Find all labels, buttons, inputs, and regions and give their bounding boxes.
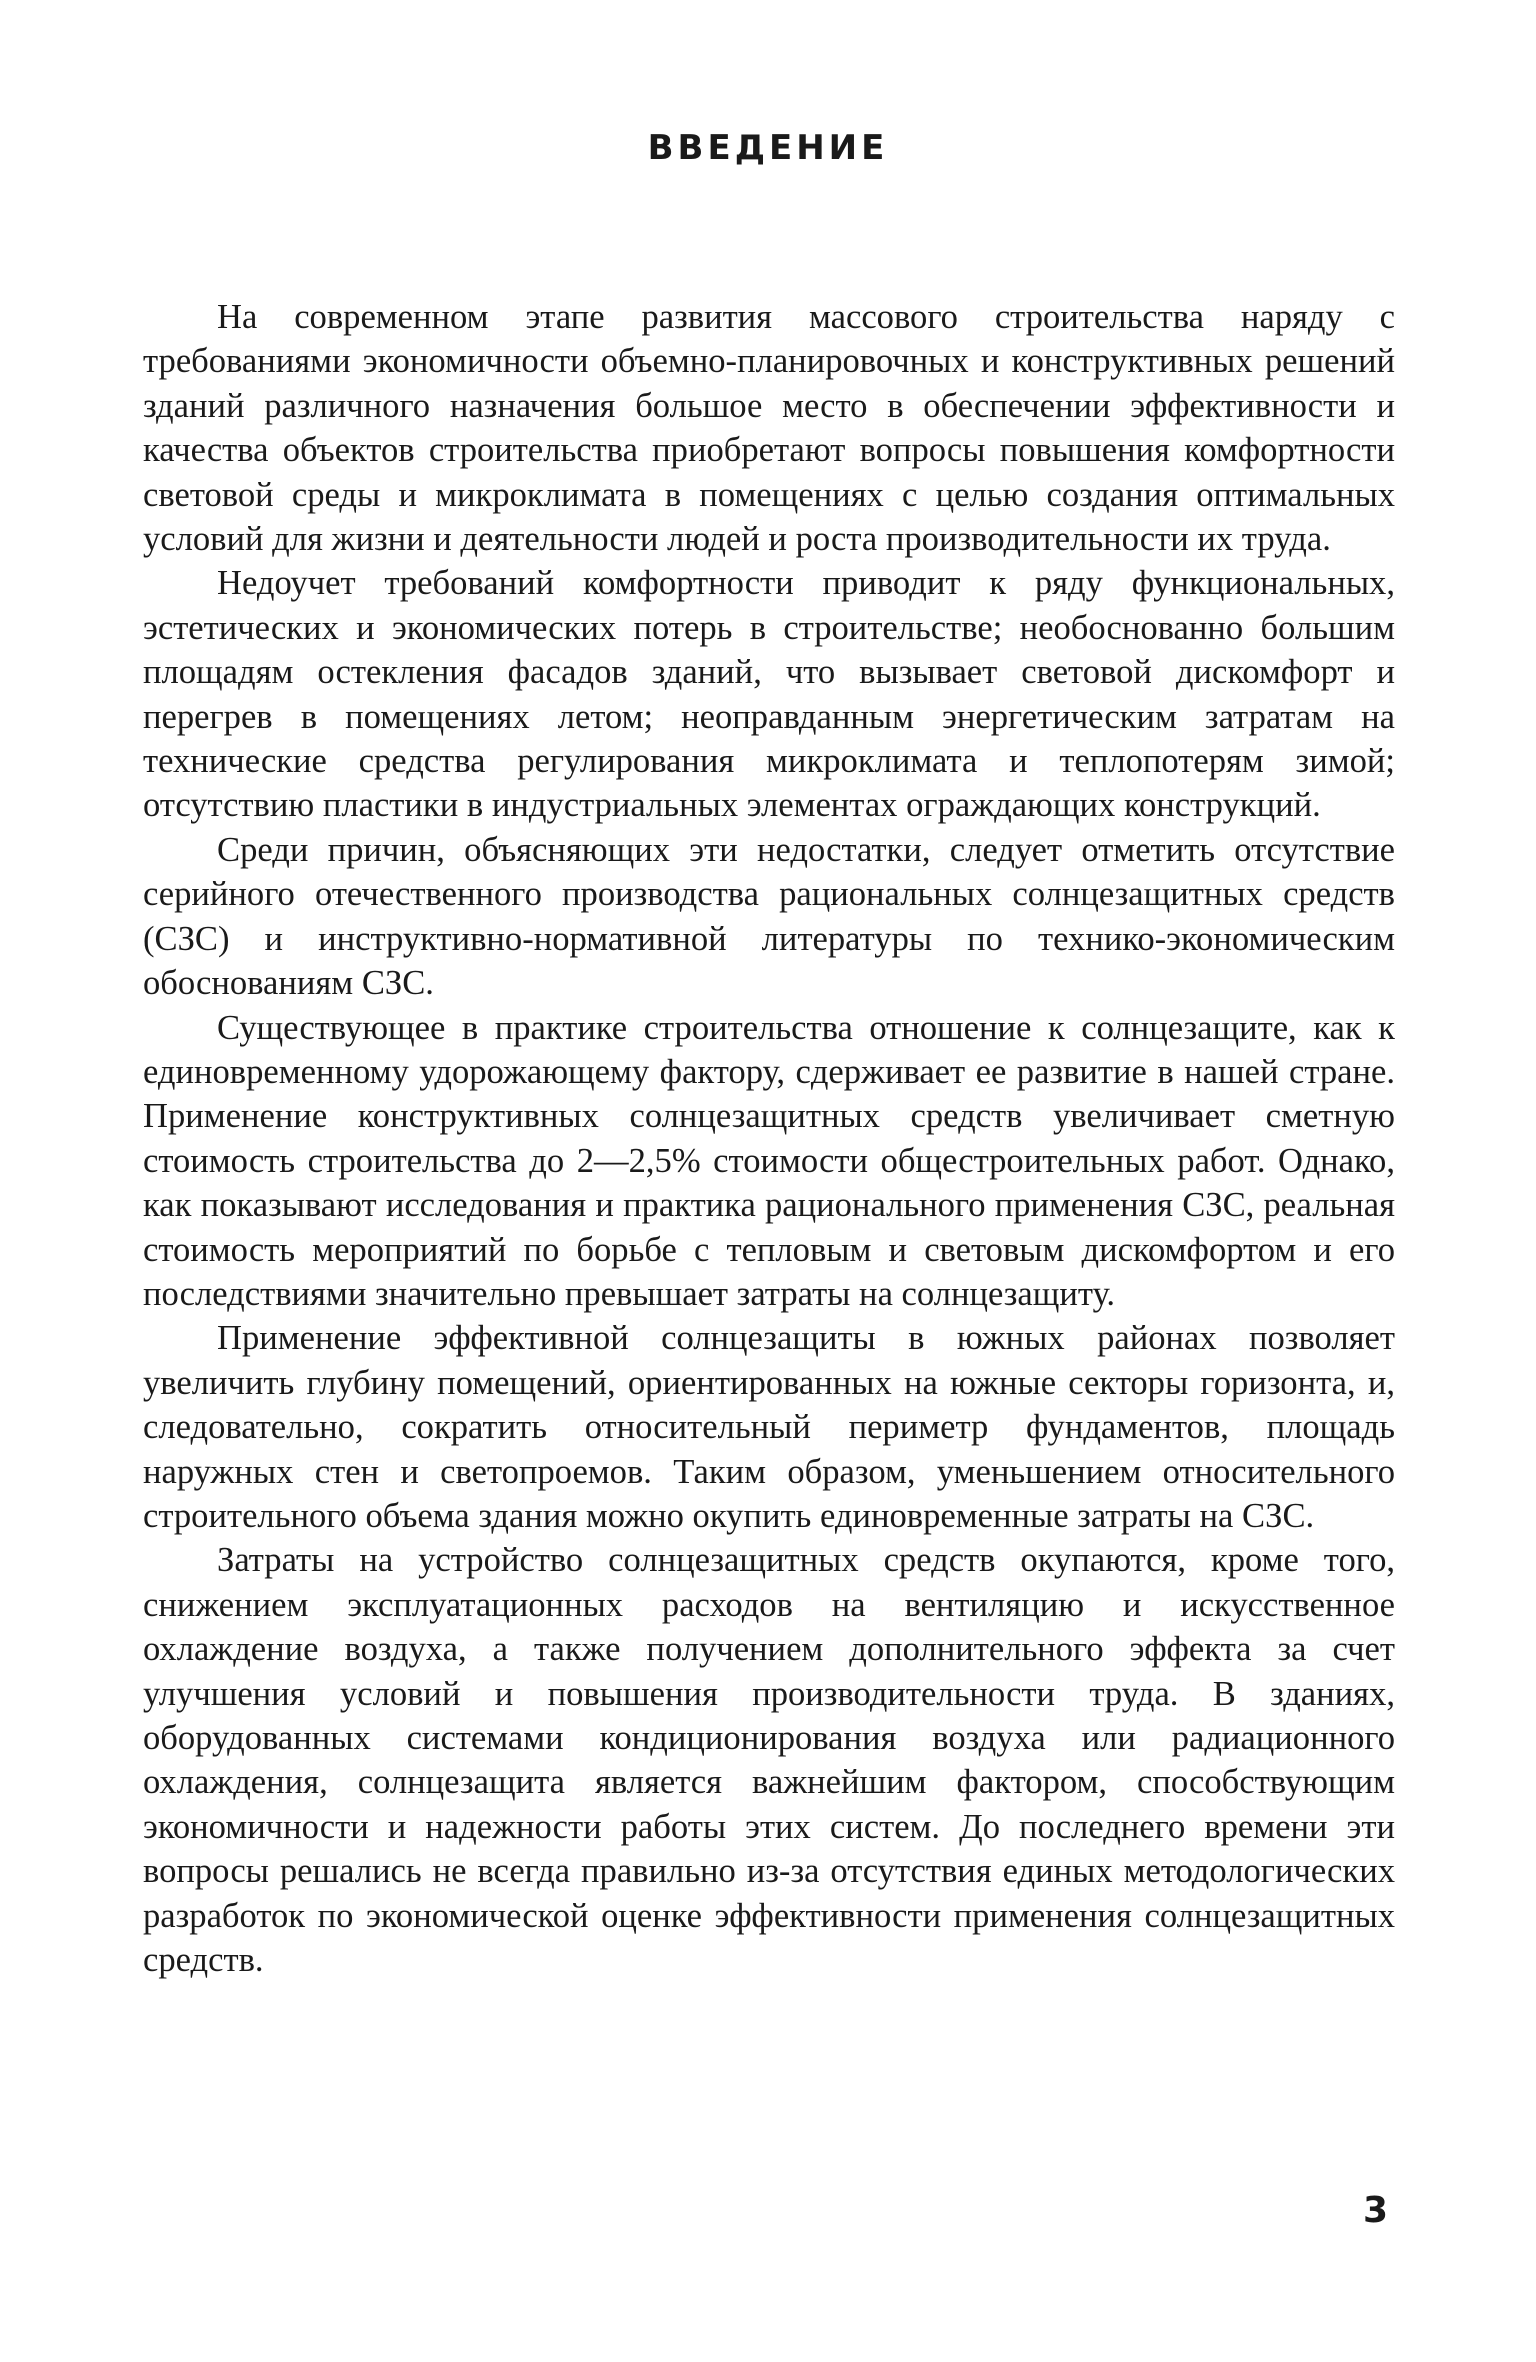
paragraph-2: Недоучет требований комфортности приводит к ряду функциональных, эстетических и экономических потерь в строительстве; необоснованно большим площадям остекления фасадов зданий, что вызывает световой дискомфорт и перегрев в помещениях летом; неоправданным энергетическим затратам на технические средства регулирования микроклимата и теплопотерям зимой; отсутствию пластики в индустриальных элементах ограждающих конструкций. — [143, 564, 1395, 825]
paragraph-3: Среди причин, объясняющих эти недостатки, следует отметить отсутствие серийного отечественного производства рациональных солнцезащитных средств (СЗС) и инструктивно-нормативной литературы по технико-экономическим обоснованиям СЗС. — [143, 830, 1395, 1003]
paragraph-5: Применение эффективной солнцезащиты в южных районах позволяет увеличить глубину помещений, ориентированных на южные секторы горизонта, и, следовательно, сократить относительный периметр фундаментов, площадь наружных стен и светопроемов. Таким образом, уменьшением относительного строительного объема здания можно окупить единовременные затраты на СЗС. — [143, 1319, 1395, 1535]
paragraph-6: Затраты на устройство солнцезащитных средств окупаются, кроме того, снижением эксплуатационных расходов на вентиляцию и искусственное охлаждение воздуха, а также получением дополнительного эффекта за счет улучшения условий и повышения производительности труда. В зданиях, оборудованных системами кондиционирования воздуха или радиационного охлаждения, солнцезащита является важнейшим фактором, способствующим экономичности и надежности работы этих систем. До последнего времени эти вопросы решались не всегда правильно из-за отсутствия единых методологических разработок по экономической оценке эффективности применения солнцезащитных средств. — [143, 1541, 1395, 1980]
body-text — [143, 295, 1395, 1982]
paragraph-4: Существующее в практике строительства отношение к солнцезащите, как к единовременному удорожающему фактору, сдерживает ее развитие в нашей стране. Применение конструктивных солнцезащитных средств увеличивает сметную стоимость строительства до 2—2,5% стоимости общестроительных работ. Однако, как показывают исследования и практика рационального применения СЗС, реальная стоимость мероприятий по борьбе с тепловым и световым дискомфортом и его последствиями значительно превышает затраты на солнцезащиту. — [143, 1008, 1395, 1313]
paragraph-1: На современном этапе развития массового строительства наряду с требованиями экономичности объемно-планировочных и конструктивных решений зданий различного назначения большое место в обеспечении эффективности и качества объектов строительства приобретают вопросы повышения комфортности световой среды и микроклимата в помещениях с целью создания оптимальных условий для жизни и деятельности людей и роста производительности их труда. — [143, 298, 1395, 559]
page-number: 3 — [1362, 2190, 1388, 2231]
page-title: ВВЕДЕНИЕ — [647, 128, 889, 168]
